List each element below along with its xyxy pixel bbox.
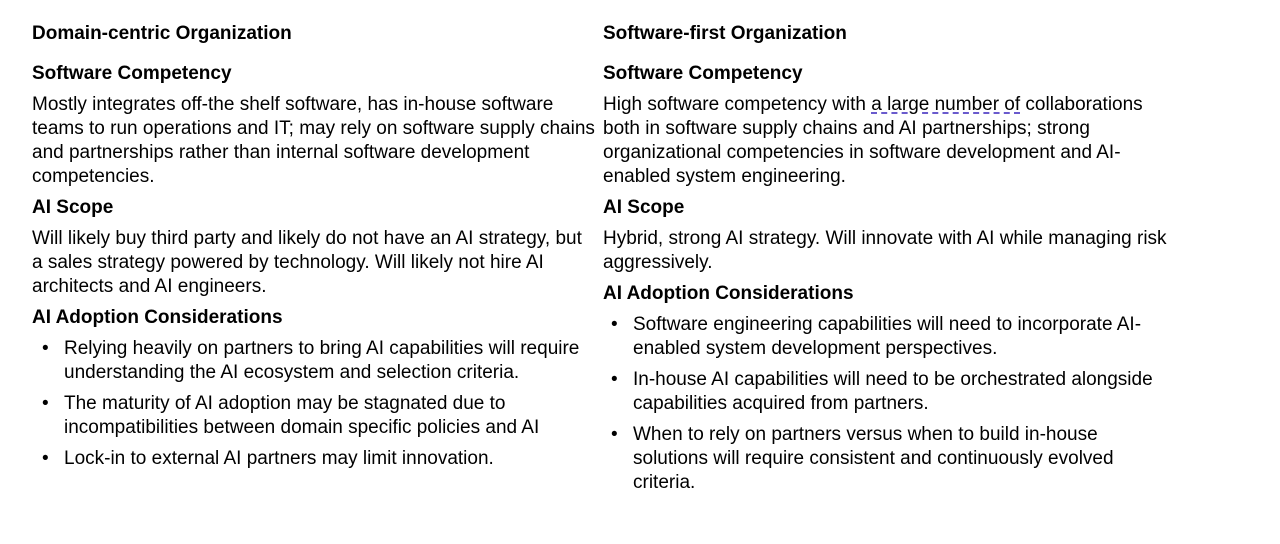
right-ai-scope-heading: AI Scope: [603, 197, 685, 218]
left-ai-adoption-heading: AI Adoption Considerations: [32, 307, 283, 328]
left-software-competency-heading: Software Competency: [32, 63, 232, 84]
list-item: [32, 337, 597, 385]
bullet-icon: •: [42, 393, 49, 414]
list-item: [32, 447, 597, 471]
list-item-text: Relying heavily on partners to bring AI capabilities will require understanding the AI ecosystem and selection criteria.: [64, 338, 580, 383]
right-ai-adoption-heading: AI Adoption Considerations: [603, 283, 854, 304]
left-ai-adoption-list: [32, 337, 597, 471]
list-item-text: Lock-in to external AI partners may limit innovation.: [64, 448, 494, 469]
right-software-competency-text-after: collaborations both in software supply chains and AI partnerships; strong organizational competencies in software development and AI-enabled system engineering.: [603, 94, 1143, 187]
left-org-title: Domain-centric Organization: [32, 23, 292, 44]
right-org-title: Software-first Organization: [603, 23, 847, 44]
bullet-icon: •: [42, 338, 49, 359]
right-software-competency-text-before: High software competency with: [603, 94, 872, 115]
list-item-text: In-house AI capabilities will need to be orchestrated alongside capabilities acquired from partners.: [633, 369, 1153, 414]
bullet-icon: •: [42, 448, 49, 469]
domain-centric-column: [32, 21, 597, 478]
right-software-competency-text: [603, 93, 1168, 189]
grammar-suggestion-mark[interactable]: a large number of: [871, 94, 1021, 115]
list-item-text: When to rely on partners versus when to build in-house solutions will require consistent and continuously evolved criteria.: [633, 424, 1114, 493]
bullet-icon: •: [611, 369, 618, 390]
list-item-text: Software engineering capabilities will need to incorporate AI-enabled system development perspectives.: [633, 314, 1142, 359]
right-software-competency-heading: Software Competency: [603, 63, 803, 84]
left-ai-scope-text: Will likely buy third party and likely do not have an AI strategy, but a sales strategy powered by technology. Will likely not hire AI architects and AI engineers.: [32, 228, 582, 297]
left-ai-scope-heading: AI Scope: [32, 197, 114, 218]
software-first-column: [603, 21, 1168, 502]
bullet-icon: •: [611, 314, 618, 335]
list-item: [32, 392, 597, 440]
left-software-competency-text: Mostly integrates off-the shelf software, has in-house software teams to run operations and IT; may rely on software supply chains and partnerships rather than internal software development competencies.: [32, 94, 595, 187]
right-ai-scope-text: Hybrid, strong AI strategy. Will innovate with AI while managing risk aggressively.: [603, 228, 1167, 273]
list-item-text: The maturity of AI adoption may be stagnated due to incompatibilities between domain specific policies and AI: [64, 393, 540, 438]
list-item: [603, 313, 1168, 361]
bullet-icon: •: [611, 424, 618, 445]
right-ai-adoption-list: [603, 313, 1168, 495]
list-item: [603, 423, 1168, 495]
list-item: [603, 368, 1168, 416]
